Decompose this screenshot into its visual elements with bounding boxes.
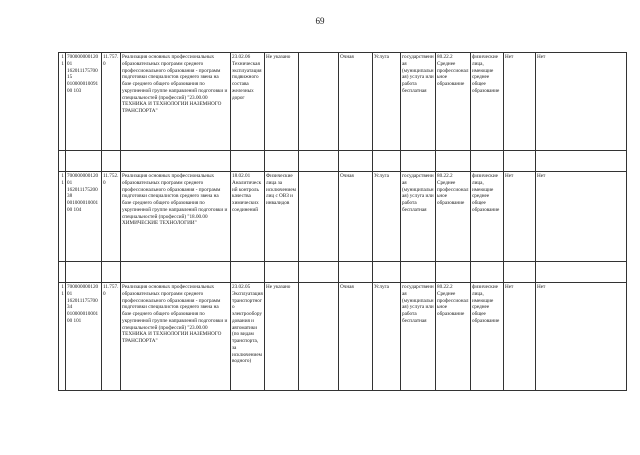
education-level: 80.22.2 Среднее профессиональное образование	[436, 172, 471, 262]
registry-table	[58, 52, 627, 391]
registry-code: 70000000012001 16201117570034 01000001000100 101	[66, 283, 102, 391]
flag-cell: Нет	[536, 172, 627, 262]
row-number: 11	[59, 283, 66, 391]
flag-cell: Нет	[536, 283, 627, 391]
okved-code: 11.757.0	[102, 283, 121, 391]
consumers: физические лица, имеющие среднее общее образование	[471, 283, 504, 391]
service-type: Услуга	[373, 172, 401, 262]
row-number: 11	[59, 172, 66, 262]
specialty: 23.02.05 Эксплуатация транспортного электрооборудования и автоматики (по видам транспорта, за исключением водного)	[231, 283, 265, 391]
page-number: 69	[315, 16, 325, 26]
service-name: Реализация основных профессиональных образовательных программ среднего профессионального образования - программ подготовки специалистов среднего звена на базе среднего общего образования по укрупненной группе направлений подготовки и специальностей (профессий) "23.00.00 ТЕХНИКА И ТЕХНОЛОГИИ НАЗЕМНОГО ТРАНСПОРТА"	[121, 283, 231, 391]
registry-code: 70000000012001 16201117520038 00100001000100 104	[66, 172, 102, 262]
service-name: Реализация основных профессиональных образовательных программ среднего профессионального образования - программ подготовки специалистов среднего звена на базе среднего общего образования по укрупненной группе направлений подготовки и специальностей (профессий) "18.00.00 ХИМИЧЕСКИЕ ТЕХНОЛОГИИ"	[121, 172, 231, 262]
consumers: физические лица, имеющие среднее общее образование	[471, 53, 504, 151]
okved-code: 11.757.0	[102, 53, 121, 151]
education-level: 80.22.2 Среднее профессиональное образование	[436, 283, 471, 391]
flag-cell: Нет	[504, 172, 536, 262]
consumer-category: Физические лица за исключением лиц с ОВЗ и инвалидов	[265, 172, 299, 262]
specialty: 18.02.01 Аналитический контроль качества химических соединений	[231, 172, 265, 262]
flag-cell: Нет	[504, 53, 536, 151]
service-type: Услуга	[373, 283, 401, 391]
table-spacer-row	[59, 262, 627, 283]
row-number: 11	[59, 53, 66, 151]
study-form: Очная	[339, 172, 373, 262]
study-form: Очная	[339, 53, 373, 151]
empty-cell	[299, 172, 339, 262]
table-row	[59, 172, 627, 262]
service-type: Услуга	[373, 53, 401, 151]
consumers: физические лица, имеющие среднее общее образование	[471, 172, 504, 262]
consumer-category: Не указано	[265, 53, 299, 151]
study-form: Очная	[339, 283, 373, 391]
empty-cell	[299, 53, 339, 151]
consumer-category: Не указано	[265, 283, 299, 391]
service-name: Реализация основных профессиональных образовательных программ среднего профессионального образования - программ подготовки специалистов среднего звена на базе среднего общего образования по укрупненной группе направлений подготовки и специальностей (профессий) "23.00.00 ТЕХНИКА И ТЕХНОЛОГИИ НАЗЕМНОГО ТРАНСПОРТА"	[121, 53, 231, 151]
table-spacer-row	[59, 151, 627, 172]
table-row	[59, 283, 627, 391]
flag-cell: Нет	[504, 283, 536, 391]
table-row	[59, 53, 627, 151]
specialty: 23.02.06 Техническая эксплуатация подвижного состава железных дорог	[231, 53, 265, 151]
provider-type: государственная (муниципальная) услуга или работа бесплатная	[401, 53, 436, 151]
education-level: 80.22.2 Среднее профессиональное образование	[436, 53, 471, 151]
flag-cell: Нет	[536, 53, 627, 151]
provider-type: государственная (муниципальная) услуга или работа бесплатная	[401, 172, 436, 262]
okved-code: 11.752.0	[102, 172, 121, 262]
provider-type: государственная (муниципальная) услуга или работа бесплатная	[401, 283, 436, 391]
empty-cell	[299, 283, 339, 391]
registry-code: 70000000012001 16201117570015 01000001009100 103	[66, 53, 102, 151]
